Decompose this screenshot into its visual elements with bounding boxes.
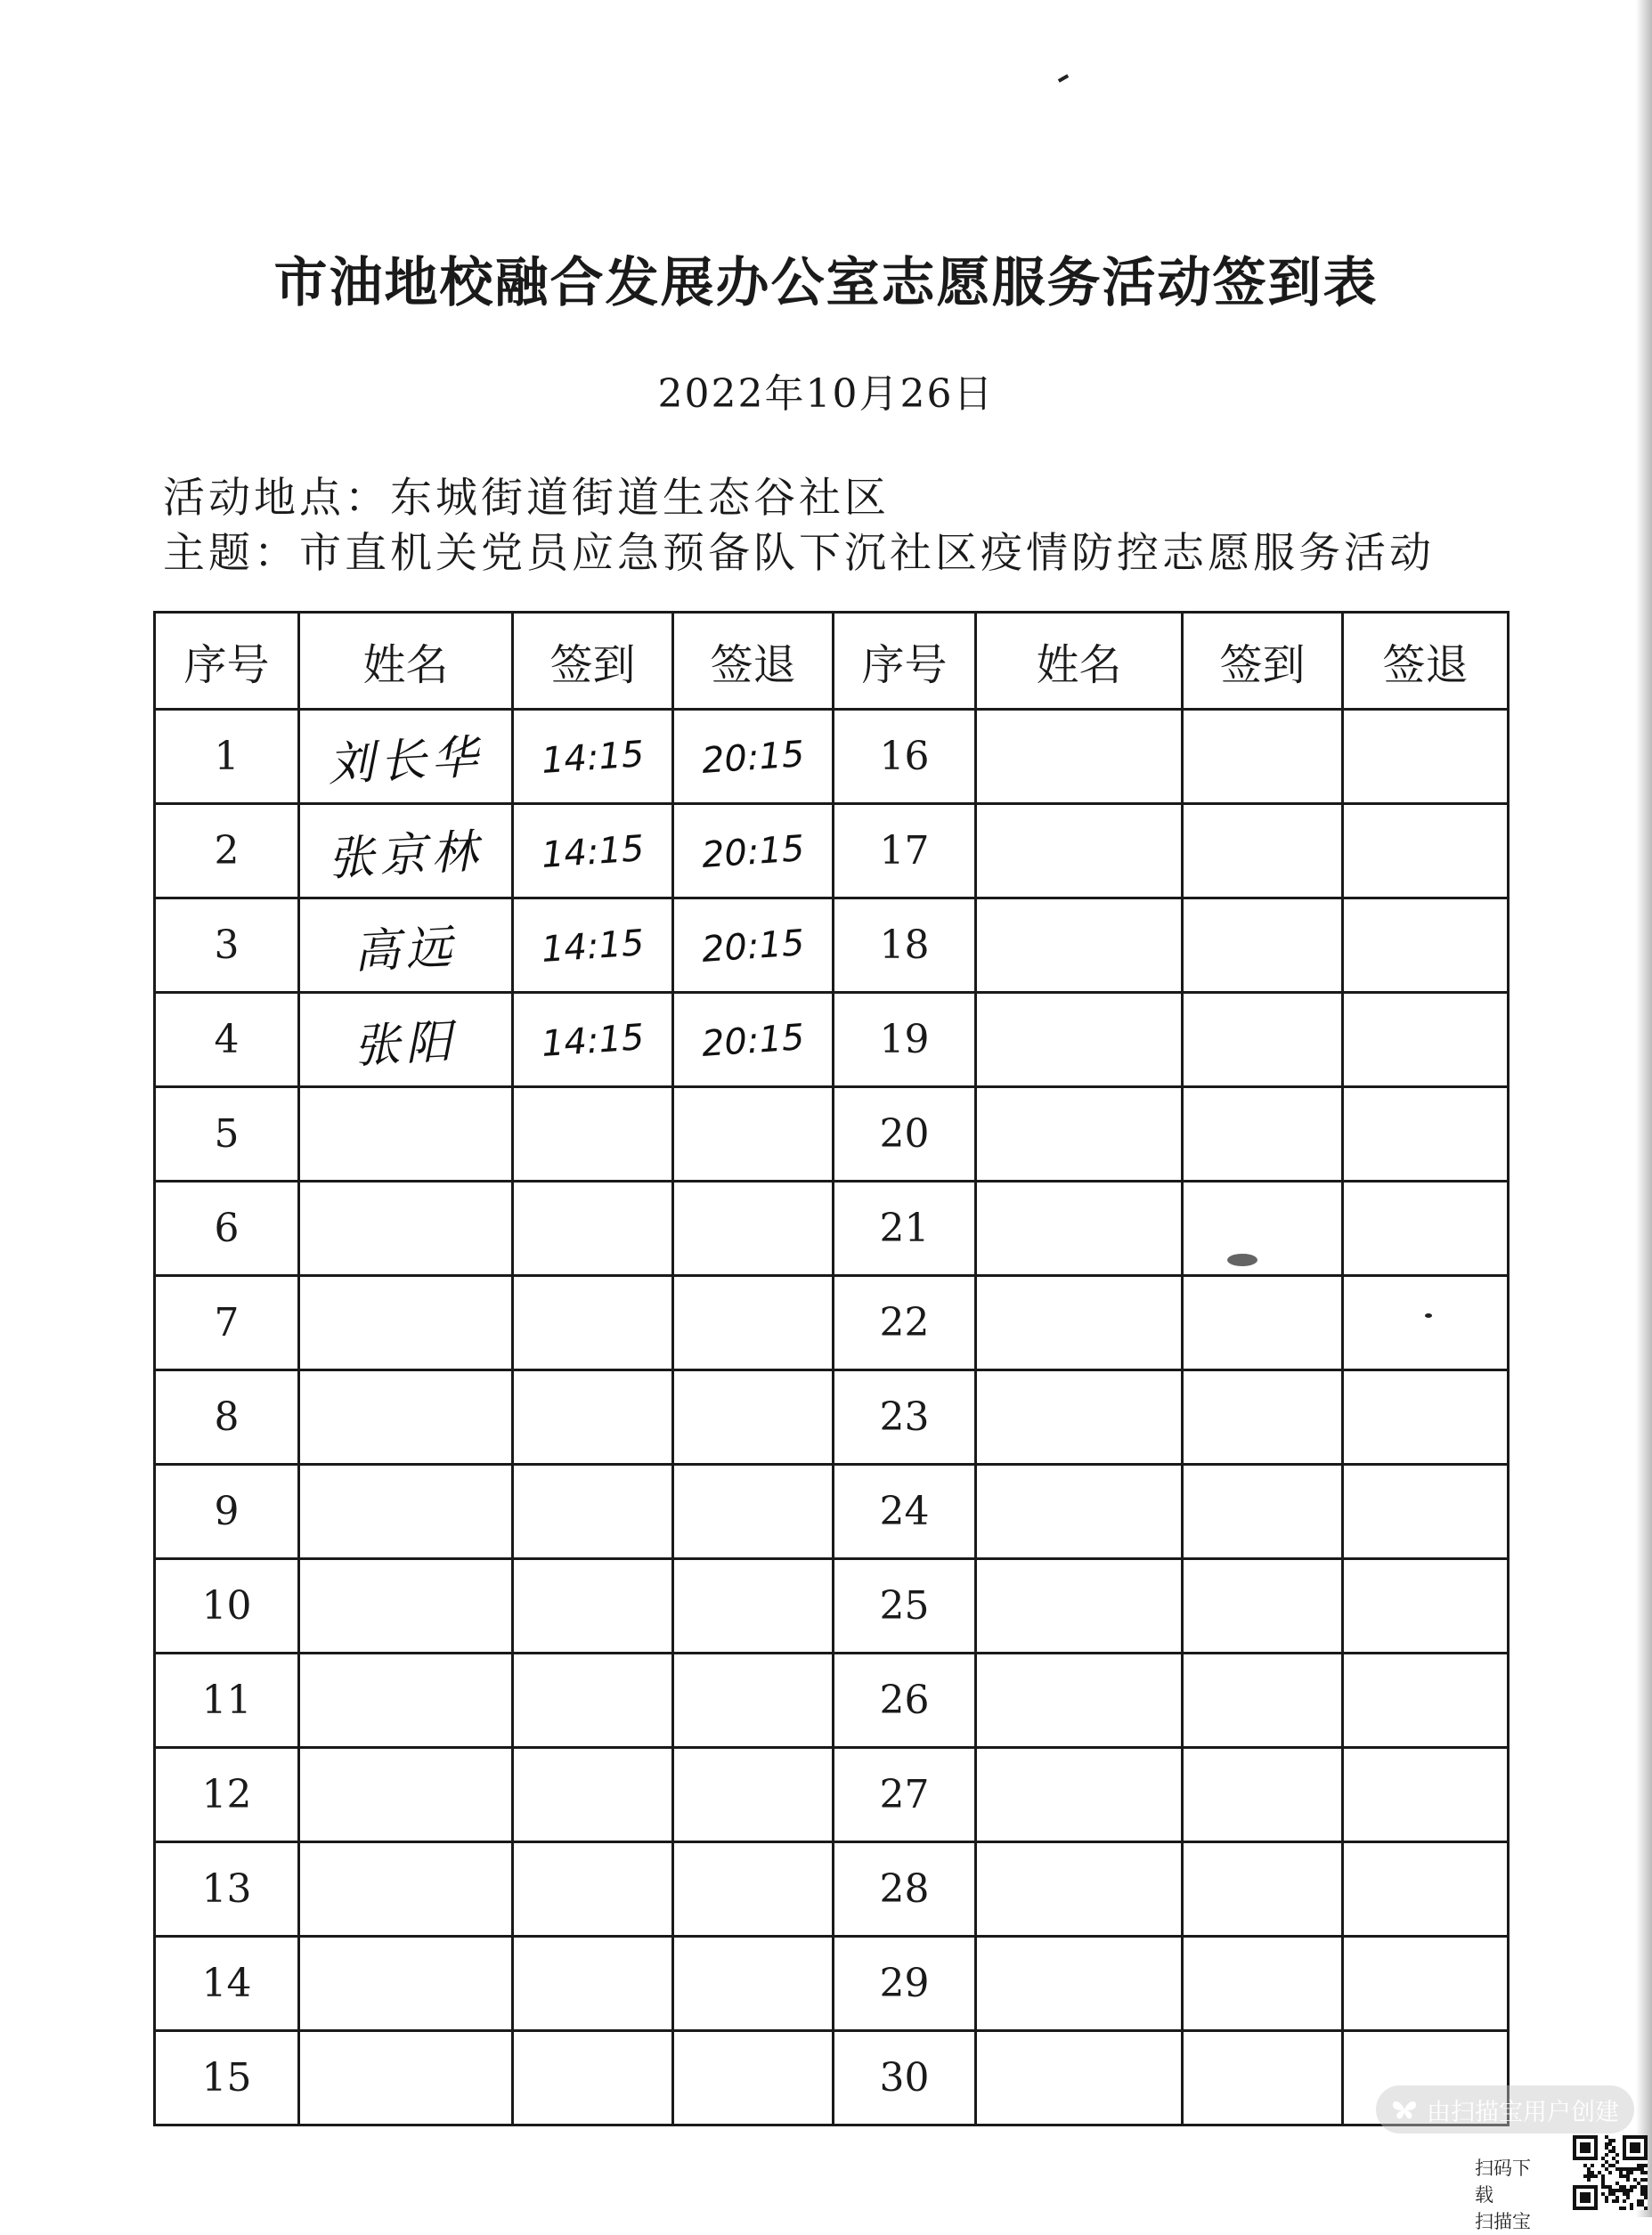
sign-out-time-left-cell [673,2031,834,2125]
table-row [155,1087,1509,1182]
header-name-left: 姓名 [299,613,513,710]
serial-right-cell [834,1654,976,1748]
signature-name-left-cell [299,1465,513,1559]
signature-name-right-cell [976,804,1183,898]
serial-left: 4 [214,1017,240,1062]
serial-right-cell [834,1842,976,1937]
serial-left-cell [155,1654,299,1748]
signature-name-right-cell [976,1465,1183,1559]
serial-left: 11 [201,1678,252,1723]
signature-name-right-cell [976,1182,1183,1276]
serial-left-cell [155,1748,299,1842]
sign-in-time-left: 14:15 [540,1017,646,1065]
serial-right-cell [834,898,976,993]
sign-in-time-left-cell [513,1937,673,2031]
promo-line-2: 扫描宝 [1475,2211,1531,2232]
sign-in-time-right-cell [1183,1559,1343,1654]
sign-out-time-left-cell [673,898,834,993]
table-row [155,1559,1509,1654]
serial-left: 5 [214,1111,240,1157]
serial-left: 9 [214,1489,240,1534]
sign-in-time-left-cell [513,1370,673,1465]
signature-name-left: 张京林 [327,825,485,887]
sign-in-time-left-cell [513,710,673,804]
watermark-text: 由扫描宝用户创建 [1427,2098,1619,2126]
signature-name-right-cell [976,1276,1183,1370]
signature-name-left-cell [299,1842,513,1937]
signature-name-right-cell [976,1937,1183,2031]
table-row [155,993,1509,1087]
signature-name-right-cell [976,710,1183,804]
signature-name-left-cell [299,993,513,1087]
download-promo [1475,2155,1546,2235]
signature-name-right-cell [976,1842,1183,1937]
serial-left-cell [155,1087,299,1182]
signature-name-left-cell [299,1654,513,1748]
signature-name-left-cell [299,804,513,898]
sign-in-time-right-cell [1183,1276,1343,1370]
sign-out-time-left-cell [673,1465,834,1559]
sign-out-time-left-cell [673,1370,834,1465]
signature-name-left-cell [299,898,513,993]
sign-in-time-left-cell [513,993,673,1087]
serial-left: 13 [201,1866,252,1912]
serial-right: 16 [879,734,930,779]
table-row [155,1748,1509,1842]
serial-left-cell [155,1370,299,1465]
sign-out-time-left: 20:15 [700,734,806,782]
sign-out-time-right-cell [1343,804,1509,898]
butterfly-icon [1391,2098,1418,2121]
page-edge-shadow [1636,0,1652,2217]
sign-in-time-left-cell [513,898,673,993]
sign-out-time-right-cell [1343,1654,1509,1748]
document-date: 2022年10月26日 [657,371,995,417]
serial-left-cell [155,898,299,993]
signature-name-left-cell [299,1370,513,1465]
serial-right-cell [834,804,976,898]
sign-out-time-left-cell [673,1654,834,1748]
sign-out-time-left-cell [673,1937,834,2031]
activity-location: 活动地点：东城街道街道生态谷社区 [163,474,890,523]
serial-left: 7 [214,1300,240,1345]
header-sign-out-left: 签退 [673,613,834,710]
serial-left: 12 [201,1772,252,1817]
table-row [155,2031,1509,2125]
serial-right-cell [834,1182,976,1276]
signature-name-right-cell [976,898,1183,993]
signature-name-left: 高远 [353,920,460,979]
serial-right: 17 [879,828,930,874]
sign-in-time-left-cell [513,2031,673,2125]
serial-right-cell [834,1748,976,1842]
sign-out-time-left: 20:15 [700,922,806,971]
sign-out-time-left-cell [673,1182,834,1276]
signature-name-right-cell [976,1654,1183,1748]
signature-name-left-cell [299,710,513,804]
serial-right-cell [834,1087,976,1182]
header-serial-right: 序号 [834,613,976,710]
serial-left: 10 [201,1583,252,1629]
scan-speck [1058,74,1069,82]
serial-right: 19 [879,1017,930,1062]
serial-left: 3 [214,922,240,968]
sign-out-time-left-cell [673,1842,834,1937]
sign-in-time-left: 14:15 [540,922,646,971]
serial-right-cell [834,2031,976,2125]
serial-right: 26 [879,1678,930,1723]
sign-in-time-right-cell [1183,710,1343,804]
sign-in-time-left-cell [513,1465,673,1559]
sign-out-time-left-cell [673,1087,834,1182]
table-header-row [155,613,1509,710]
sign-out-time-right-cell [1343,1559,1509,1654]
sign-in-time-right-cell [1183,1465,1343,1559]
table-row [155,1465,1509,1559]
sign-in-time-left: 14:15 [540,734,646,782]
sign-out-time-right-cell [1343,993,1509,1087]
serial-right-cell [834,1937,976,2031]
signature-name-right-cell [976,2031,1183,2125]
signature-name-left-cell [299,1182,513,1276]
sign-in-time-left-cell [513,1276,673,1370]
sign-in-time-right-cell [1183,1937,1343,2031]
sign-in-time-left: 14:15 [540,828,646,876]
sign-in-time-right-cell [1183,1182,1343,1276]
serial-right: 30 [879,2055,930,2101]
serial-left-cell [155,1182,299,1276]
signature-name-left-cell [299,1559,513,1654]
serial-right: 28 [879,1866,930,1912]
serial-right: 25 [879,1583,930,1629]
sign-out-time-left-cell [673,804,834,898]
serial-left: 14 [201,1961,252,2006]
serial-left-cell [155,710,299,804]
signature-name-left-cell [299,2031,513,2125]
sign-in-time-right-cell [1183,2031,1343,2125]
sign-in-time-left-cell [513,1559,673,1654]
signature-name-right-cell [976,1559,1183,1654]
sign-out-time-right-cell [1343,1937,1509,2031]
sign-out-time-right-cell [1343,710,1509,804]
serial-left-cell [155,1465,299,1559]
header-sign-out-right: 签退 [1343,613,1509,710]
header-name-right: 姓名 [976,613,1183,710]
signature-name-left-cell [299,1276,513,1370]
sign-in-time-right-cell [1183,1654,1343,1748]
sign-in-time-left-cell [513,1182,673,1276]
table-row [155,898,1509,993]
sign-in-time-right-cell [1183,1087,1343,1182]
activity-topic: 主题：市直机关党员应急预备队下沉社区疫情防控志愿服务活动 [163,529,1435,578]
serial-left-cell [155,993,299,1087]
sign-in-time-right-cell [1183,804,1343,898]
table-body [155,710,1509,2125]
signature-name-right-cell [976,1748,1183,1842]
sign-in-time-left-cell [513,1842,673,1937]
sign-out-time-right-cell [1343,1748,1509,1842]
serial-right: 18 [879,922,930,968]
sign-in-time-left-cell [513,1654,673,1748]
header-sign-in-right: 签到 [1183,613,1343,710]
sign-out-time-right-cell [1343,898,1509,993]
table-row [155,710,1509,804]
sign-in-time-right-cell [1183,993,1343,1087]
signature-name-left-cell [299,1748,513,1842]
serial-right: 29 [879,1961,930,2006]
sign-in-time-right-cell [1183,1370,1343,1465]
sign-in-time-left-cell [513,1087,673,1182]
sign-out-time-left-cell [673,1559,834,1654]
table-row [155,1276,1509,1370]
serial-left: 2 [214,828,240,874]
sign-out-time-left: 20:15 [700,1017,806,1065]
sign-in-table [153,611,1510,2126]
document-title: 市油地校融合发展办公室志愿服务活动签到表 [273,252,1379,314]
sign-out-time-left-cell [673,710,834,804]
signature-name-left: 张阳 [353,1014,460,1074]
table-row [155,804,1509,898]
sign-out-time-right-cell [1343,1842,1509,1937]
serial-left-cell [155,2031,299,2125]
table-row [155,1182,1509,1276]
qr-code-icon[interactable] [1573,2135,1648,2210]
serial-left-cell [155,1559,299,1654]
signature-name-left-cell [299,1087,513,1182]
sign-out-time-left-cell [673,1748,834,1842]
serial-right: 24 [879,1489,930,1534]
serial-right: 23 [879,1394,930,1440]
table-row [155,1937,1509,2031]
signature-name-left: 刘长华 [327,730,485,792]
serial-left: 15 [201,2055,252,2101]
sign-in-time-left-cell [513,1748,673,1842]
serial-left-cell [155,1842,299,1937]
sign-in-time-right-cell [1183,1748,1343,1842]
sign-out-time-left-cell [673,1276,834,1370]
serial-right: 21 [879,1206,930,1251]
serial-right: 27 [879,1772,930,1817]
header-serial-left: 序号 [155,613,299,710]
sign-out-time-right-cell [1343,1465,1509,1559]
promo-line-1: 扫码下载 [1475,2158,1531,2206]
serial-left: 1 [214,734,240,779]
serial-right-cell [834,993,976,1087]
sign-out-time-right-cell [1343,1370,1509,1465]
header-sign-in-left: 签到 [513,613,673,710]
sign-out-time-right-cell [1343,1276,1509,1370]
serial-left-cell [155,804,299,898]
sign-in-time-right-cell [1183,898,1343,993]
serial-right: 20 [879,1111,930,1157]
sign-in-time-left-cell [513,804,673,898]
serial-left: 8 [214,1394,240,1440]
serial-right-cell [834,1559,976,1654]
table-row [155,1842,1509,1937]
serial-right: 22 [879,1300,930,1345]
sign-out-time-left-cell [673,993,834,1087]
sign-out-time-right-cell [1343,1087,1509,1182]
signature-name-right-cell [976,1087,1183,1182]
table-row [155,1370,1509,1465]
serial-left: 6 [214,1206,240,1251]
signature-name-right-cell [976,993,1183,1087]
serial-right-cell [834,1276,976,1370]
signature-name-right-cell [976,1370,1183,1465]
serial-left-cell [155,1937,299,2031]
sign-in-time-right-cell [1183,1842,1343,1937]
serial-right-cell [834,1465,976,1559]
scanner-watermark [1376,2085,1634,2133]
sign-out-time-left: 20:15 [700,828,806,876]
signature-name-left-cell [299,1937,513,2031]
serial-left-cell [155,1276,299,1370]
sign-out-time-right-cell [1343,1182,1509,1276]
serial-right-cell [834,710,976,804]
table-row [155,1654,1509,1748]
serial-right-cell [834,1370,976,1465]
